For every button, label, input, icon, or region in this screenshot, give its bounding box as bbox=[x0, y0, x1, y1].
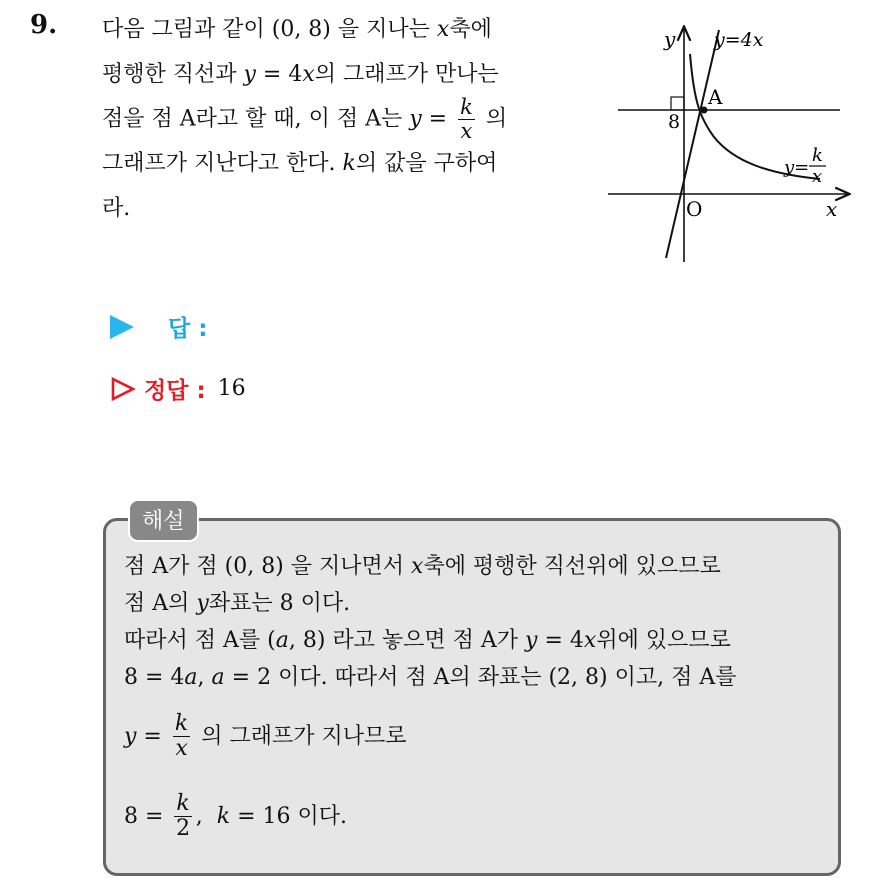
solution-line-1: 점 A가 점 (0, 8) 을 지나면서 x축에 평행한 직선위에 있으므로 bbox=[124, 554, 721, 579]
solution-line-4: 8 = 4a, a = 2 이다. 따라서 점 A의 좌표는 (2, 8) 이고, 점 A를 bbox=[124, 665, 737, 690]
x-axis-label: x bbox=[826, 197, 838, 221]
solution-line-5: y = $\frac{k}{x}$ 의 그래프가 지나므로 bbox=[124, 710, 407, 761]
solution-text bbox=[124, 548, 834, 856]
answer-play-icon bbox=[110, 315, 134, 339]
question-number: 9. bbox=[30, 10, 58, 40]
line-label: y=4x bbox=[714, 29, 764, 51]
solution-fraction-k-over-2: $\frac{k}{2}$ bbox=[176, 790, 191, 841]
curve-label-numerator: k bbox=[812, 145, 823, 166]
function-graph bbox=[604, 22, 854, 267]
question-line-4: 그래프가 지난다고 한다. k의 값을 구하여 bbox=[102, 151, 498, 176]
correct-answer-label: 정답 : bbox=[144, 378, 206, 404]
question-line-3: 점을 점 A라고 할 때, 이 점 A는 y = $\frac{k}{x}$ 의 bbox=[102, 95, 508, 143]
question-fraction: $\frac{k}{x}$ bbox=[460, 95, 473, 143]
solution-tag: 해설 bbox=[128, 499, 199, 542]
question-line-5: 라. bbox=[102, 195, 131, 221]
right-angle-mark bbox=[671, 97, 684, 110]
y-value-label: 8 bbox=[668, 111, 681, 133]
solution-fraction-k-over-x: $\frac{k}{x}$ bbox=[174, 710, 189, 761]
origin-label: O bbox=[686, 197, 703, 221]
solution-line-3: 따라서 점 A를 (a, 8) 라고 놓으면 점 A가 y = 4x위에 있으므로 bbox=[124, 628, 731, 653]
line-y-4x bbox=[666, 30, 719, 258]
question-line-1: 다음 그림과 같이 (0, 8) 을 지나는 x축에 bbox=[102, 17, 492, 42]
solution-line-2: 점 A의 y좌표는 8 이다. bbox=[124, 591, 351, 616]
point-a bbox=[701, 107, 708, 114]
correct-answer-triangle-icon bbox=[110, 376, 136, 402]
y-axis-label: y bbox=[664, 27, 676, 51]
point-a-label: A bbox=[708, 85, 723, 109]
question-text bbox=[102, 8, 582, 231]
correct-answer-value: 16 bbox=[217, 376, 246, 401]
curve-label-denominator: x bbox=[812, 166, 823, 187]
curve-label-prefix: y= bbox=[784, 157, 810, 178]
answer-row bbox=[110, 310, 207, 343]
answer-label: 답 : bbox=[168, 316, 208, 342]
correct-answer-row bbox=[110, 372, 246, 405]
solution-line-6: 8 = $\frac{k}{2}$ , k = 16 이다. bbox=[124, 790, 347, 841]
question-line-2: 평행한 직선과 y = 4x의 그래프가 만나는 bbox=[102, 61, 499, 87]
